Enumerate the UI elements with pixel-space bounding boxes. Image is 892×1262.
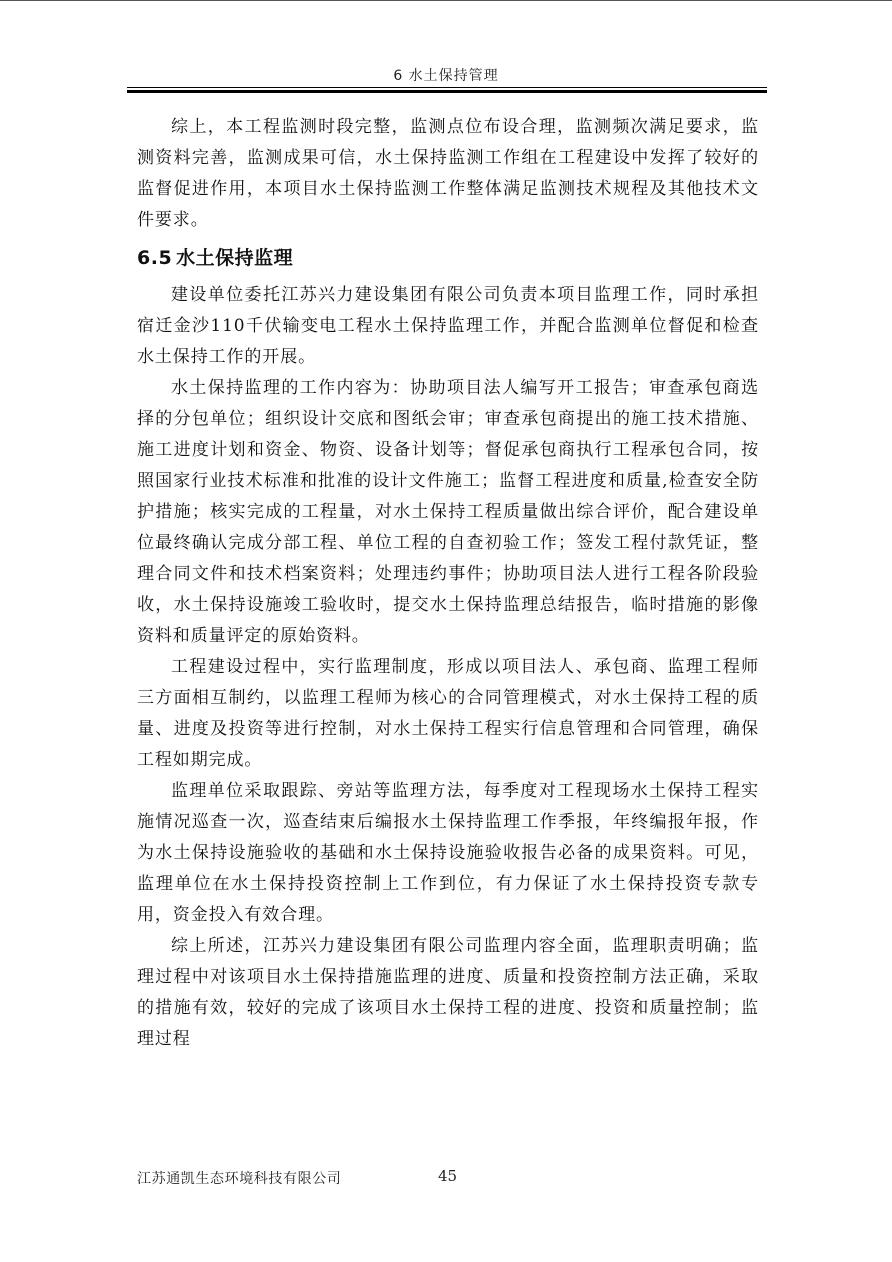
paragraph-supervision-methods: 监理单位采取跟踪、旁站等监理方法，每季度对工程现场水土保持工程实施情况巡查一次，巡查结束后编报水土保持监理工作季报，年终编报年报，作为水土保持设施验收的基础和水土保持设施验收报告必备的成果资料。可见，监理单位在水土保持投资控制上工作到位，有力保证了水土保持投资专款专用，资金投入有效合理。 (137, 781, 759, 925)
footer-page-number: 45 (438, 1167, 458, 1185)
paragraph-work-content: 水土保持监理的工作内容为：协助项目法人编写开工报告；审查承包商选择的分包单位；组织设计交底和图纸会审；审查承包商提出的施工技术措施、施工进度计划和资金、物资、设备计划等；督促承包商执行工程承包合同，按照国家行业技术标准和批准的设计文件施工；监督工程进度和质量,检查安全防护措施；核实完成的工程量，对水土保持工程质量做出综合评价，配合建设单位最终确认完成分部工程、单位工程的自查初验工作；签发工程付款凭证，整理合同文件和技术档案资料；处理违约事件；协助项目法人进行工程各阶段验收，水土保持设施竣工验收时，提交水土保持监理总结报告，临时措施的影像资料和质量评定的原始资料。 (137, 378, 759, 646)
paragraph-entrustment: 建设单位委托江苏兴力建设集团有限公司负责本项目监理工作，同时承担宿迁金沙110千伏输变电工程水土保持监理工作，并配合监测单位督促和检查水土保持工作的开展。 (137, 285, 759, 367)
footer-company-name: 江苏通凯生态环境科技有限公司 (137, 1171, 342, 1187)
section-title: 水土保持监理 (176, 247, 294, 269)
header-rule-thick (127, 90, 767, 93)
running-header: 6 水土保持管理 (393, 68, 499, 84)
paragraph-supervision-system: 工程建设过程中，实行监理制度，形成以项目法人、承包商、监理工程师三方面相互制约，以监理工程师为核心的合同管理模式，对水土保持工程的质量、进度及投资等进行控制，对水土保持工程实行信息管理和合同管理，确保工程如期完成。 (137, 657, 759, 770)
page-top-border (0, 0, 892, 1)
header-rule-thin (127, 87, 767, 88)
page-body (137, 112, 759, 1055)
section-number: 6.5 (137, 247, 173, 269)
paragraph-conclusion: 综上所述，江苏兴力建设集团有限公司监理内容全面，监理职责明确；监理过程中对该项目水土保持措施监理的进度、质量和投资控制方法正确，采取的措施有效，较好的完成了该项目水土保持工程的进度、投资和质量控制；监理过程 (137, 936, 759, 1049)
paragraph-monitoring-summary: 综上，本工程监测时段完整，监测点位布设合理，监测频次满足要求，监测资料完善，监测成果可信，水土保持监测工作组在工程建设中发挥了较好的监督促进作用，本项目水土保持监测工作整体满足监测技术规程及其他技术文件要求。 (137, 117, 759, 230)
section-heading (137, 240, 759, 276)
